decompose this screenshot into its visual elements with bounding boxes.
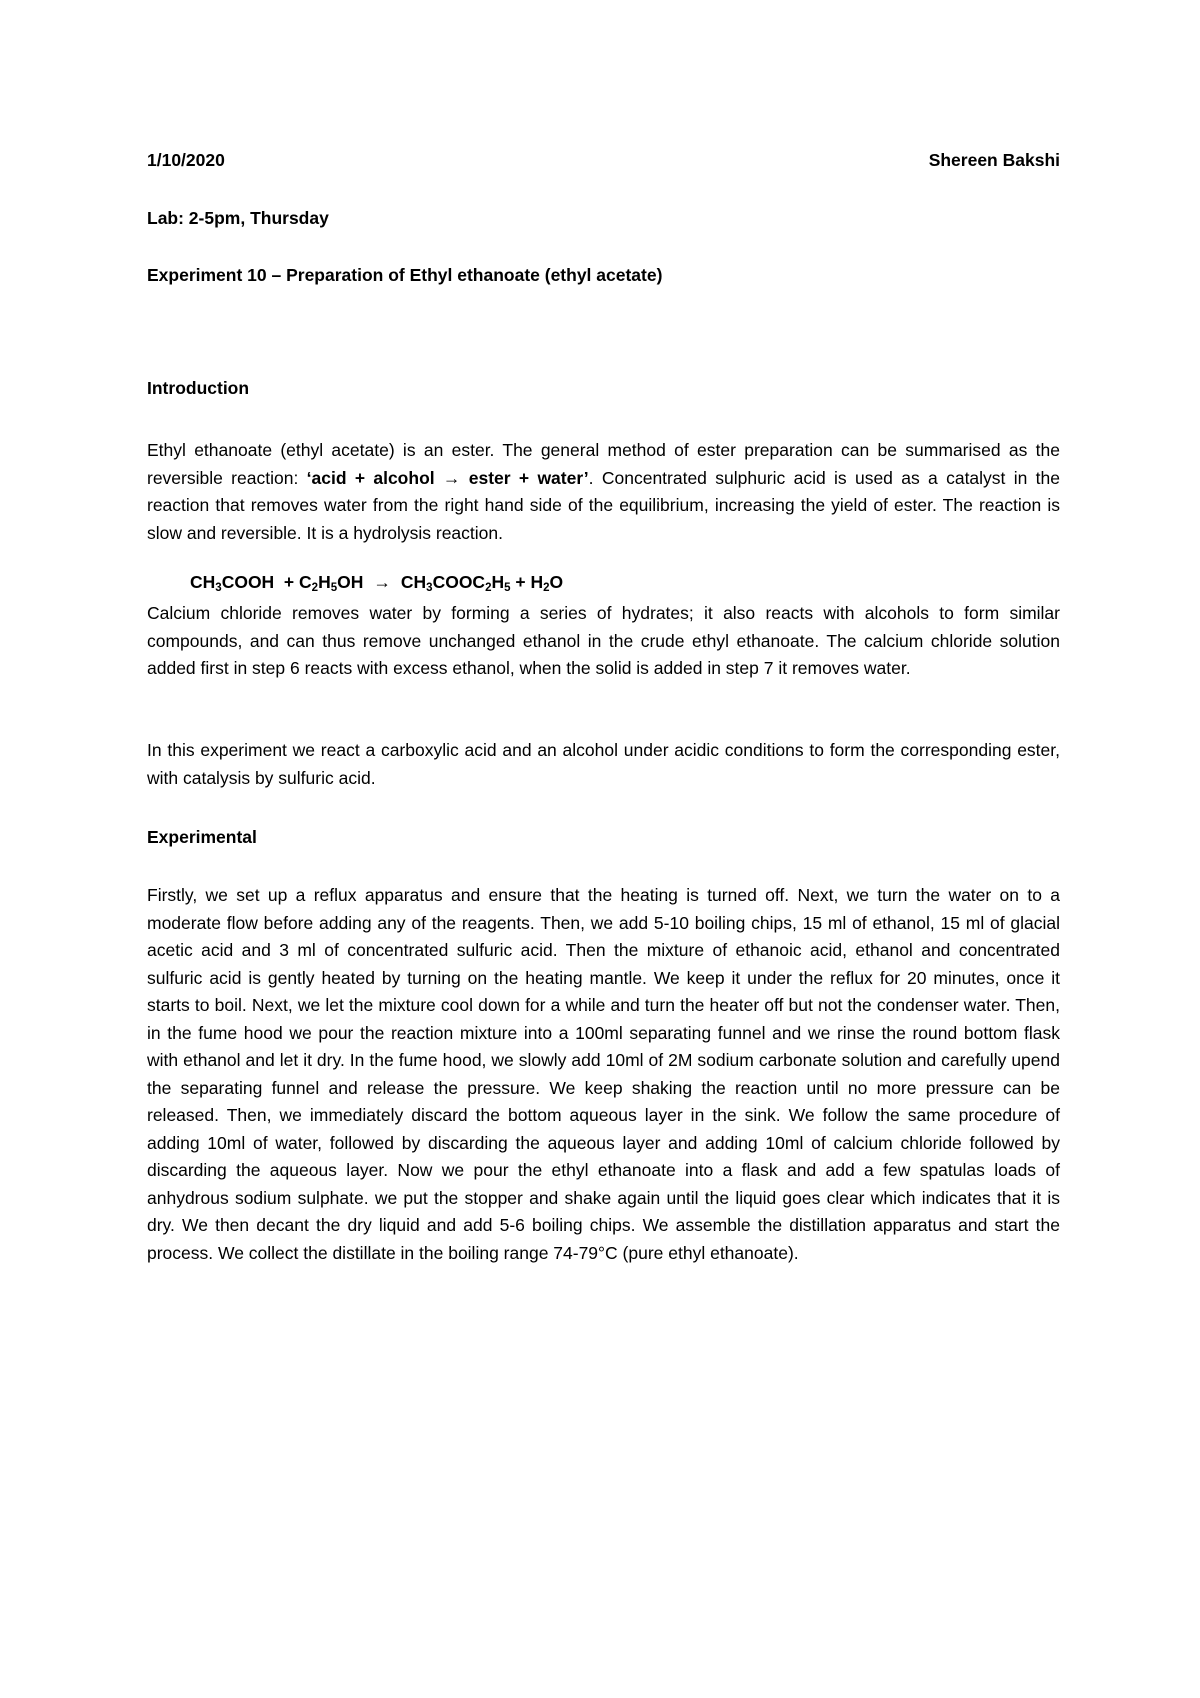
experimental-heading: Experimental [147, 827, 257, 847]
eq-p2: H [530, 572, 544, 592]
eq-r1: CH [190, 572, 216, 592]
introduction-heading: Introduction [147, 378, 250, 398]
introduction-paragraph-2: Calcium chloride removes water by forming a series of hydrates; it also reacts with alcohols to form similar compounds, and can thus remove unchanged ethanol in the crude ethyl ethanoate. The calcium chloride solution added first in step 6 reacts with excess ethanol, when the solid is added in step 7 it removes water. [147, 603, 1060, 678]
eq-p2-sub1: 2 [543, 582, 550, 594]
eq-plus-2: + [515, 572, 526, 592]
document-page [147, 0, 1060, 1698]
intro-text-before: Ethyl ethanoate (ethyl acetate) is an ester. The general method of ester preparation can be summarised as the reversible reaction: [147, 440, 1060, 488]
eq-p2-b: O [549, 572, 564, 592]
eq-r2-sub1: 2 [311, 582, 319, 594]
eq-r2-c: OH [337, 572, 364, 592]
eq-p1: CH [400, 572, 427, 592]
eq-r2-b: H [318, 572, 331, 592]
lab-time: Lab: 2-5pm, Thursday [147, 208, 329, 228]
eq-p1-sub2: 2 [485, 582, 492, 594]
intro-text-after: . Concentrated sulphuric acid is used as a catalyst in the reaction that removes water from the right hand side of the equilibrium, increasing the yield of ester. The reaction is slow and reversible. It is a hydrolysis reaction. [147, 467, 1060, 543]
introduction-paragraph-3: In this experiment we react a carboxylic acid and an alcohol under acidic conditions to form the corresponding ester, with catalysis by sulfuric acid. [147, 740, 1060, 788]
chemical-equation [190, 572, 563, 594]
reaction-arrow-icon: → [373, 572, 391, 592]
eq-plus-1: + [283, 572, 295, 592]
eq-r1-b: COOH [221, 572, 275, 592]
eq-p1-c: H [491, 572, 505, 592]
report-date: 1/10/2020 [147, 150, 225, 170]
eq-p1-b: COOC [432, 572, 486, 592]
eq-p1-sub1: 3 [426, 582, 433, 594]
eq-r2: C [299, 572, 312, 592]
eq-r2-sub2: 5 [330, 582, 338, 594]
author-name: Shereen Bakshi [928, 150, 1060, 170]
introduction-paragraph-1 [147, 437, 1060, 547]
eq-p1-sub3: 5 [504, 582, 511, 594]
eq-r1-sub1: 3 [215, 582, 222, 594]
experiment-title: Experiment 10 – Preparation of Ethyl ethanoate (ethyl acetate) [147, 265, 663, 285]
header-row [147, 150, 1060, 178]
reaction-summary: ‘acid + alcohol → ester + water’ [306, 467, 589, 488]
experimental-paragraph: Firstly, we set up a reflux apparatus and ensure that the heating is turned off. Next, we turn the water on to a moderate flow before adding any of the reagents. Then, we add 5-10 boiling chips, 15 ml of ethanol, 15 ml of glacial acetic acid and 3 ml of concentrated sulfuric acid. Then the mixture of ethanoic acid, ethanol and concentrated sulfuric acid is gently heated by turning on the heating mantle. We keep it under the reflux for 20 minutes, once it starts to boil. Next, we let the mixture cool down for a while and turn the heater off but not the condenser water. Then, in the fume hood we pour the reaction mixture into a 100ml separating funnel and we rinse the round bottom flask with ethanol and let it dry. In the fume hood, we slowly add 10ml of 2M sodium carbonate solution and carefully upend the separating funnel and release the pressure. We keep shaking the reaction until no more pressure can be released. Then, we immediately discard the bottom aqueous layer in the sink. We follow the same procedure of adding 10ml of water, followed by discarding the aqueous layer and adding 10ml of calcium chloride followed by discarding the aqueous layer. Now we pour the ethyl ethanoate into a flask and add a few spatulas loads of anhydrous sodium sulphate. we put the stopper and shake again until the liquid goes clear which indicates that it is dry. We then decant the dry liquid and add 5-6 boiling chips. We assemble the distillation apparatus and start the process. We collect the distillate in the boiling range 74-79°C (pure ethyl ethanoate). [147, 885, 1060, 1263]
